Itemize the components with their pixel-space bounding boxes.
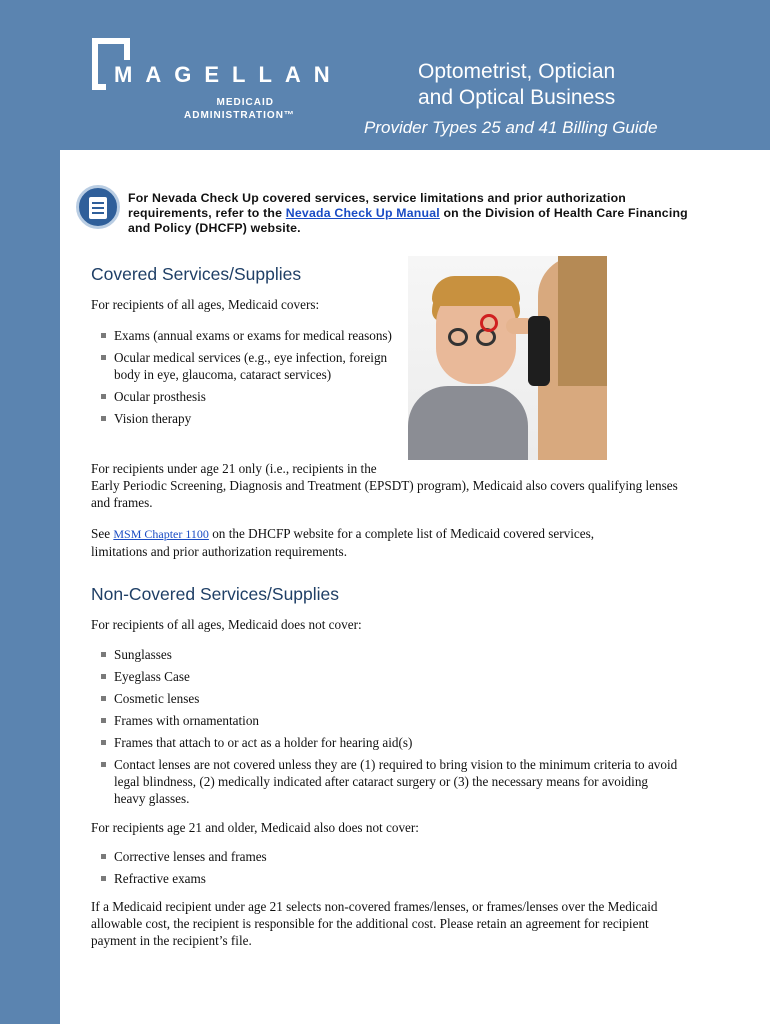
page-title [418, 59, 678, 111]
under-21-paragraph [91, 460, 691, 511]
covered-intro: For recipients of all ages, Medicaid covers: [91, 297, 320, 312]
header-band [0, 0, 770, 150]
list-item: Contact lenses are not covered unless they are (1) required to bring vision to the minimum criteria to avoid legal blindness, (2) medically indicated after cataract surgery or (3) the necessary means for avoiding heavy glasses. [91, 756, 681, 807]
adult-intro: For recipients age 21 and older, Medicaid also does not cover: [91, 820, 419, 835]
nevada-check-up-manual-link[interactable]: Nevada Check Up Manual [285, 206, 440, 220]
logo-sub-line-1: MEDICAID [216, 97, 274, 108]
noncovered-intro: For recipients of all ages, Medicaid does not cover: [91, 617, 362, 632]
notebook-icon [76, 185, 120, 229]
closing-paragraph: If a Medicaid recipient under age 21 selects non-covered frames/lenses, or frames/lenses over the Medicaid allowable cost, the recipient is responsible for the additional cost. Please retain an agreement for recipient payment in the recipient’s file. [91, 899, 658, 948]
list-item: Vision therapy [91, 410, 396, 427]
note-text-after: on the Division of Health Care Financing and Policy (DHCFP) website. [128, 206, 688, 235]
title-line-2: and Optical Business [418, 86, 616, 109]
eye-exam-photo [408, 256, 607, 460]
list-item: Eyeglass Case [91, 668, 681, 685]
list-item: Corrective lenses and frames [91, 848, 491, 865]
list-item: Exams (annual exams or exams for medical reasons) [91, 327, 396, 344]
page-subtitle: Provider Types 25 and 41 Billing Guide [364, 118, 658, 137]
noncovered-list [91, 646, 681, 812]
list-item: Sunglasses [91, 646, 681, 663]
list-item: Frames that attach to or act as a holder for hearing aid(s) [91, 734, 681, 751]
list-item: Ocular medical services (e.g., eye infection, foreign body in eye, glaucoma, cataract services) [91, 349, 396, 383]
covered-heading: Covered Services/Supplies [91, 264, 302, 284]
logo-subtitle [184, 96, 295, 122]
noncovered-heading: Non-Covered Services/Supplies [91, 584, 340, 604]
covered-list [91, 327, 396, 432]
list-item: Refractive exams [91, 870, 491, 887]
under-21-line-1: For recipients under age 21 only (i.e., recipients in the [91, 461, 377, 476]
note-text-before: For Nevada Check Up covered services, service limitations and prior authorization requirements, refer to the [128, 191, 626, 220]
logo-sub-line-2: ADMINISTRATION™ [184, 110, 295, 121]
list-item: Ocular prosthesis [91, 388, 396, 405]
list-item: Cosmetic lenses [91, 690, 681, 707]
see-text-after: on the DHCFP website for a complete list of Medicaid covered services, limitations and prior authorization requirements. [91, 526, 595, 559]
see-msm-paragraph [91, 525, 651, 560]
magellan-logo [92, 38, 343, 128]
see-text-before: See [91, 526, 114, 541]
adult-noncovered-list [91, 848, 491, 892]
under-21-rest: Early Periodic Screening, Diagnosis and Treatment (EPSDT) program), Medicaid also covers qualifying lenses and frames. [91, 478, 678, 510]
check-up-note [128, 191, 688, 236]
logo-wordmark: MAGELLAN [106, 60, 347, 90]
title-line-1: Optometrist, Optician [418, 60, 616, 83]
msm-chapter-1100-link[interactable]: MSM Chapter 1100 [113, 527, 209, 541]
list-item: Frames with ornamentation [91, 712, 681, 729]
